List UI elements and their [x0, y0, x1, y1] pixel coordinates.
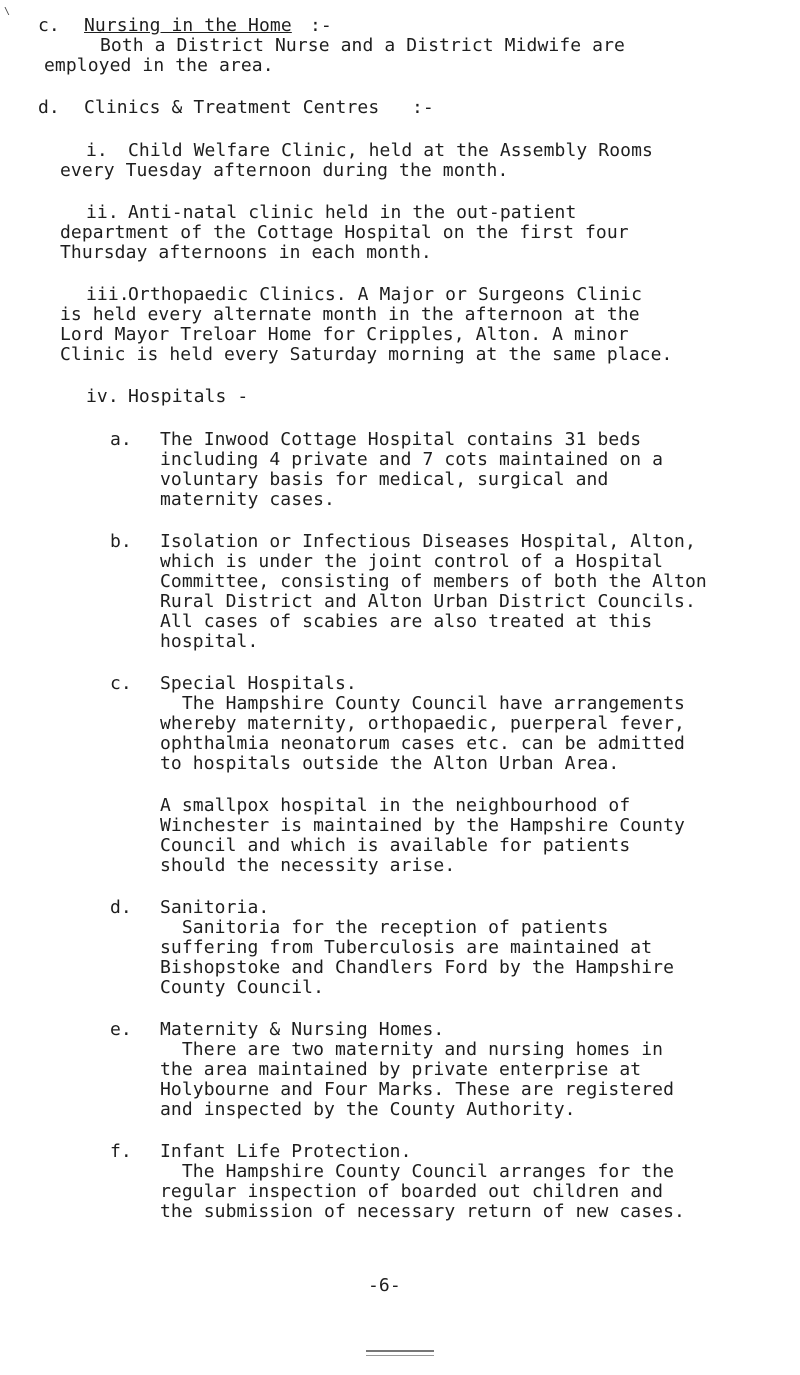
hospital-d-line-5: County Council.	[160, 977, 325, 998]
hospital-a-line-1: The Inwood Cottage Hospital contains 31 beds	[160, 429, 642, 450]
hospital-b-line-4: Rural District and Alton Urban District Councils.	[160, 591, 696, 612]
hospital-e-line-5: and inspected by the County Authority.	[160, 1099, 576, 1120]
hospital-b-line-2: which is under the joint control of a Hospital	[160, 551, 664, 572]
clinic-iii-line-1: Orthopaedic Clinics. A Major or Surgeons Clinic	[128, 284, 643, 305]
hospital-c-line-2: The Hampshire County Council have arrangements	[160, 693, 685, 714]
section-c-line-2: employed in the area.	[44, 55, 274, 76]
smallpox-line-1: A smallpox hospital in the neighbourhood of	[160, 795, 631, 816]
hospital-b-line-1: Isolation or Infectious Diseases Hospital, Alton,	[160, 531, 696, 552]
hospital-d-line-2: Sanitoria for the reception of patients	[160, 917, 609, 938]
section-c-heading: Nursing in the Home	[84, 15, 292, 36]
smallpox-line-2: Winchester is maintained by the Hampshire County	[160, 815, 685, 836]
section-c-heading-suffix: :-	[310, 15, 332, 36]
hospital-a-letter: a.	[110, 429, 132, 450]
hospital-d-letter: d.	[110, 897, 132, 918]
hospitals-heading: Hospitals -	[128, 386, 249, 407]
hospital-c-line-1: Special Hospitals.	[160, 673, 357, 694]
hospital-f-line-2: The Hampshire County Council arranges for the	[160, 1161, 675, 1182]
smallpox-line-3: Council and which is available for patients	[160, 835, 631, 856]
hospital-a-line-3: voluntary basis for medical, surgical and	[160, 469, 609, 490]
hospital-c-line-3: whereby maternity, orthopaedic, puerperal fever,	[160, 713, 685, 734]
clinic-i-numeral: i.	[86, 140, 108, 161]
hospital-b-line-6: hospital.	[160, 631, 259, 652]
smallpox-line-4: should the necessity arise.	[160, 855, 456, 876]
hospital-b-letter: b.	[110, 531, 132, 552]
section-d-heading: Clinics & Treatment Centres	[84, 97, 380, 118]
clinic-i-line-1: Child Welfare Clinic, held at the Assembly Rooms	[128, 140, 653, 161]
hospital-d-line-4: Bishopstoke and Chandlers Ford by the Hampshire	[160, 957, 675, 978]
hospitals-numeral: iv.	[86, 386, 119, 407]
hospital-d-line-3: suffering from Tuberculosis are maintained at	[160, 937, 653, 958]
hospital-d-line-1: Sanitoria.	[160, 897, 270, 918]
hospital-a-line-2: including 4 private and 7 cots maintained on a	[160, 449, 664, 470]
hospital-f-line-4: the submission of necessary return of new cases.	[160, 1201, 685, 1222]
clinic-ii-numeral: ii.	[86, 202, 119, 223]
clinic-i-line-2: every Tuesday afternoon during the month.	[60, 160, 509, 181]
clinic-iii-line-4: Clinic is held every Saturday morning at the same place.	[60, 344, 673, 365]
section-c-letter: c.	[38, 15, 60, 36]
corner-mark: \	[4, 6, 11, 17]
hospital-e-line-4: Holybourne and Four Marks. These are registered	[160, 1079, 675, 1100]
hospital-c-line-4: ophthalmia neonatorum cases etc. can be admitted	[160, 733, 685, 754]
hospital-e-line-3: the area maintained by private enterprise at	[160, 1059, 642, 1080]
clinic-iii-line-3: Lord Mayor Treloar Home for Cripples, Alton. A minor	[60, 324, 629, 345]
hospital-c-line-5: to hospitals outside the Alton Urban Area.	[160, 753, 620, 774]
hospital-b-line-3: Committee, consisting of members of both the Alton	[160, 571, 707, 592]
section-d-heading-suffix: :-	[412, 97, 434, 118]
hospital-c-letter: c.	[110, 673, 132, 694]
page-number: -6-	[368, 1275, 401, 1296]
clinic-iii-numeral: iii.	[86, 284, 130, 305]
hospital-a-line-4: maternity cases.	[160, 489, 335, 510]
hospital-e-line-1: Maternity & Nursing Homes.	[160, 1019, 445, 1040]
hospital-f-line-3: regular inspection of boarded out children and	[160, 1181, 664, 1202]
clinic-ii-line-3: Thursday afternoons in each month.	[60, 242, 432, 263]
section-c-line-1: Both a District Nurse and a District Midwife are	[100, 35, 625, 56]
hospital-f-line-1: Infant Life Protection.	[160, 1141, 412, 1162]
hospital-f-letter: f.	[110, 1141, 132, 1162]
hospital-b-line-5: All cases of scabies are also treated at this	[160, 611, 653, 632]
section-d-letter: d.	[38, 97, 60, 118]
hospital-e-line-2: There are two maternity and nursing homes in	[160, 1039, 664, 1060]
footer-rule	[366, 1350, 434, 1356]
clinic-ii-line-2: department of the Cottage Hospital on the first four	[60, 222, 629, 243]
hospital-e-letter: e.	[110, 1019, 132, 1040]
clinic-ii-line-1: Anti-natal clinic held in the out-patient	[128, 202, 577, 223]
clinic-iii-line-2: is held every alternate month in the afternoon at the	[60, 304, 640, 325]
